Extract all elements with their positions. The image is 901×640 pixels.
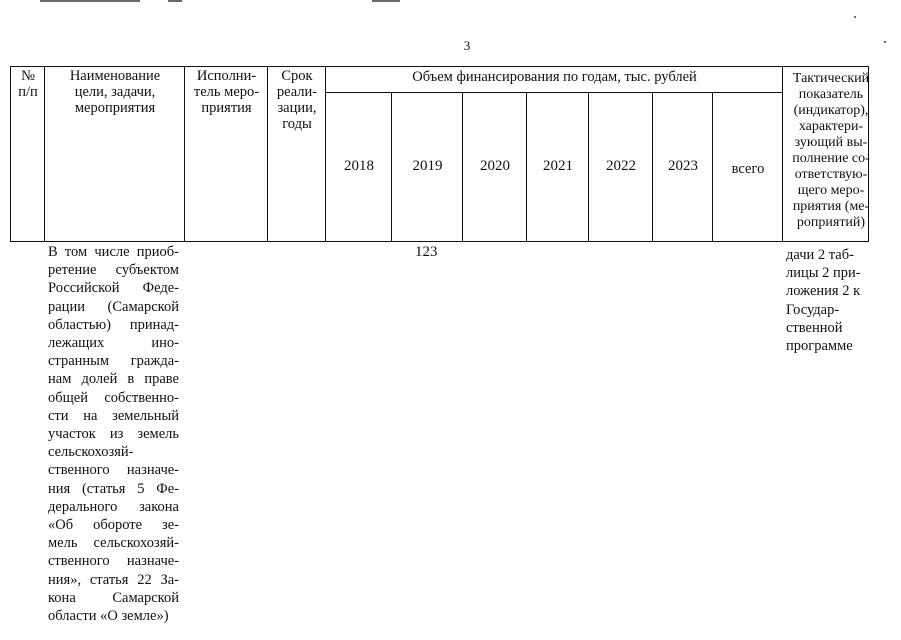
header-year-2023: 2023 <box>668 158 698 174</box>
header-year-2019: 2019 <box>412 158 443 174</box>
scan-speck <box>884 41 886 43</box>
header-year-2021: 2021 <box>543 158 573 174</box>
row-indicator-cell: дачи 2 таб- лицы 2 при- ложения 2 к Государ- ственной программе <box>786 247 861 355</box>
header-term: Срок реали- зации, годы <box>276 68 318 132</box>
row-value: 123 <box>415 244 438 260</box>
header-number: № п/п <box>18 68 38 100</box>
scan-speck <box>854 16 856 18</box>
row-name-cell: В том числе приоб- ретение субъектом Российской Феде- рации (Самарской областью) принад- лежащих ино- странным гражда- нам долей в праве общей собственно- сти на земельный участок из земель сельскохозяй- ственного назначе- ния (статья 5 Фе- дерального закона «Об обороте зе- мель сельскохозяй- ственного назначе- ния», статья 22 За- кона Самарской области «О земле») <box>48 244 179 625</box>
header-indicator: Тактический показатель (индикатор), характери- зующий вы- полнение со- ответствую- щего меро- приятия (ме- роприятий) <box>792 71 870 230</box>
scan-artifact-line <box>40 0 140 2</box>
header-year-2020: 2020 <box>480 158 510 174</box>
header-executor: Исполни- тель меро- приятия <box>193 68 260 116</box>
scan-artifact-line <box>168 0 182 2</box>
table-border-bottom <box>10 241 869 242</box>
header-financing-group: Объем финансирования по годам, тыс. рублей <box>412 69 697 85</box>
header-name: Наименование цели, задачи, мероприятия <box>69 68 161 116</box>
header-year-2022: 2022 <box>606 158 636 174</box>
table-border-top <box>10 66 869 67</box>
header-year-2018: 2018 <box>344 158 374 174</box>
page-number: 3 <box>463 38 471 53</box>
subheader-divider <box>325 92 782 93</box>
header-total: всего <box>731 161 765 177</box>
scan-artifact-line <box>372 0 400 2</box>
